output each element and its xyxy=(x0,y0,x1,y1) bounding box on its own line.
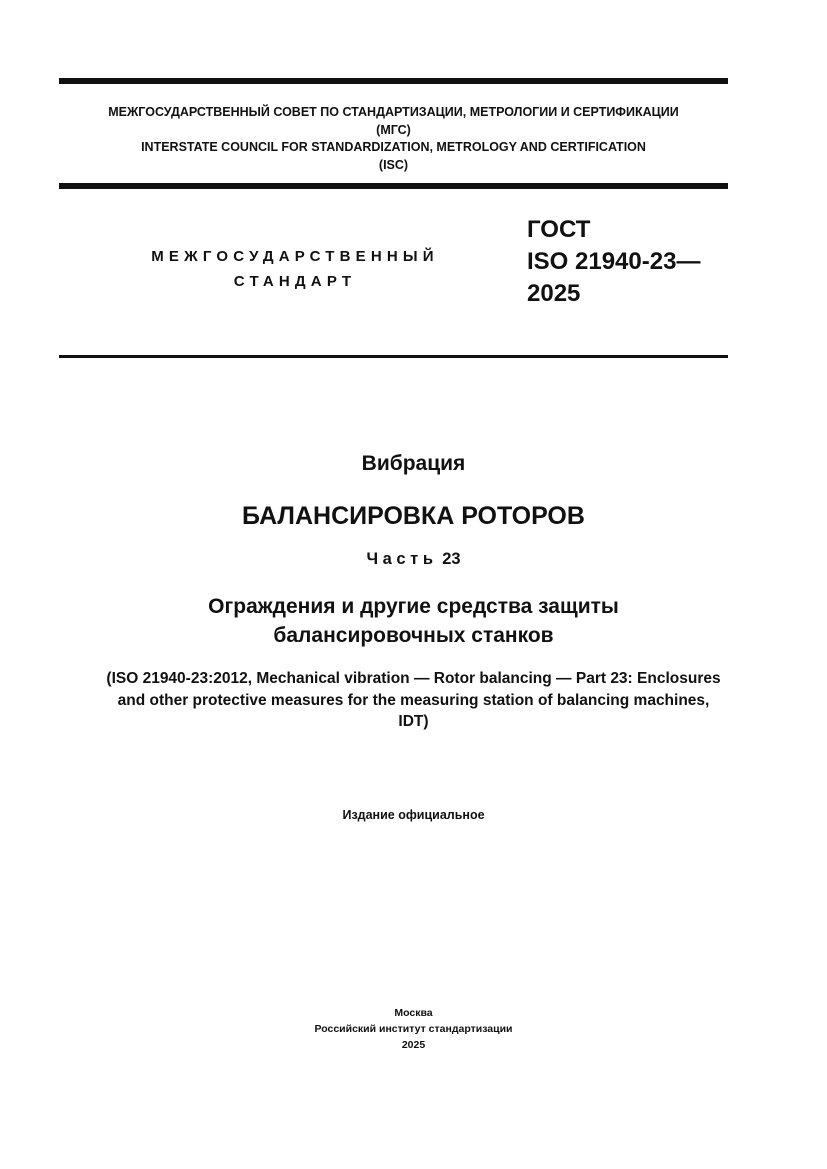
council-abbr-en: (ISC) xyxy=(378,157,409,172)
lower-rule xyxy=(59,355,728,358)
standard-designation xyxy=(527,214,700,310)
standard-kind-line2: СТАНДАРТ xyxy=(233,273,357,290)
part-number: 23 xyxy=(442,550,461,568)
top-rule xyxy=(59,78,728,84)
council-abbr-ru: (МГС) xyxy=(376,122,411,137)
part-word: Часть xyxy=(366,550,438,568)
subtitle-line2: балансировочных станков xyxy=(273,624,554,647)
council-name-ru: МЕЖГОСУДАРСТВЕННЫЙ СОВЕТ ПО СТАНДАРТИЗАЦИИ, МЕТРОЛОГИИ И СЕРТИФИКАЦИИ xyxy=(108,105,679,119)
iso-reference-line3: IDT) xyxy=(398,713,429,730)
standard-kind xyxy=(95,244,495,294)
imprint xyxy=(30,1005,797,1053)
council-header xyxy=(40,104,747,174)
title-main: БАЛАНСИРОВКА РОТОРОВ xyxy=(242,502,585,530)
title-part xyxy=(30,548,797,570)
subtitle-line1: Ограждения и другие средства защиты xyxy=(208,595,619,618)
iso-reference-line2: and other protective measures for the measuring station of balancing machines, xyxy=(117,691,710,709)
designation-line3: 2025 xyxy=(527,280,581,307)
iso-reference xyxy=(40,668,787,733)
standard-kind-line1: МЕЖГОСУДАРСТВЕННЫЙ xyxy=(151,248,439,265)
middle-rule xyxy=(59,183,728,189)
designation-line2: ISO 21940-23— xyxy=(527,248,701,275)
imprint-city: Москва xyxy=(394,1007,433,1019)
imprint-publisher: Российский институт стандартизации xyxy=(314,1023,513,1035)
imprint-year: 2025 xyxy=(401,1039,426,1051)
title-category: Вибрация xyxy=(361,452,466,475)
council-name-en: INTERSTATE COUNCIL FOR STANDARDIZATION, METROLOGY AND CERTIFICATION xyxy=(141,140,646,154)
edition-note: Издание официальное xyxy=(342,808,485,822)
designation-line1: ГОСТ xyxy=(527,216,591,243)
title-subtitle xyxy=(30,592,797,650)
iso-reference-line1: (ISO 21940-23:2012, Mechanical vibration — Rotor balancing — Part 23: Enclosures xyxy=(106,670,721,687)
